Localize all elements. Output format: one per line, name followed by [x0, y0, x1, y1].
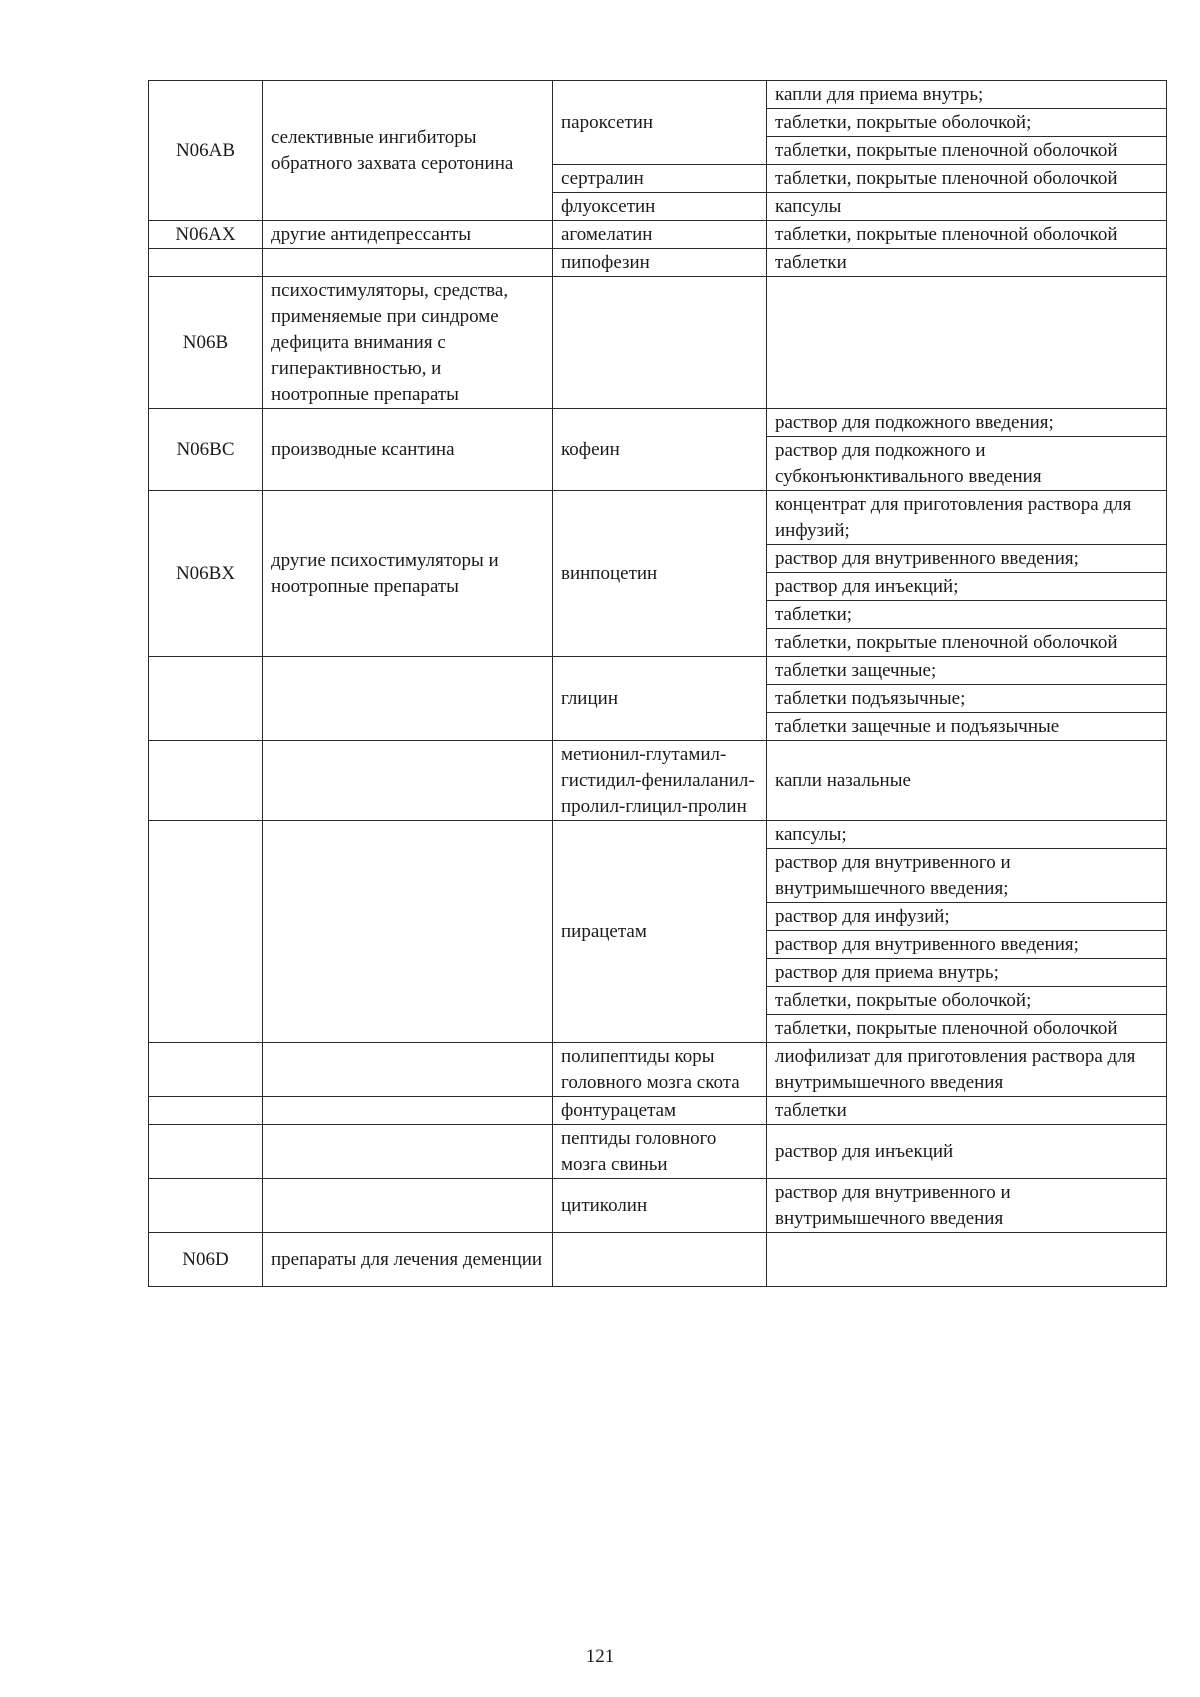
group-cell: селективные ингибиторы обратного захвата серотонина: [263, 81, 553, 221]
dosage-form-cell: концентрат для приготовления раствора для инфузий;: [767, 491, 1167, 545]
group-cell: [263, 1043, 553, 1097]
drug-name-cell: пароксетин: [553, 81, 767, 165]
group-cell: психостимуляторы, средства, применяемые при синдроме дефицита внимания с гиперактивностью, и ноотропные препараты: [263, 277, 553, 409]
table-row: [149, 491, 1167, 545]
atc-code-cell: N06AB: [149, 81, 263, 221]
drug-name-cell: [553, 277, 767, 409]
atc-code-cell: N06D: [149, 1233, 263, 1287]
drug-name-cell: глицин: [553, 657, 767, 741]
table-row: [149, 741, 1167, 821]
dosage-form-cell: капли назальные: [767, 741, 1167, 821]
dosage-form-cell: таблетки;: [767, 601, 1167, 629]
dosage-form-cell: лиофилизат для приготовления раствора для внутримышечного введения: [767, 1043, 1167, 1097]
dosage-form-cell: таблетки: [767, 1097, 1167, 1125]
drug-name-cell: [553, 1233, 767, 1287]
page-number: 121: [585, 1646, 615, 1667]
dosage-form-cell: раствор для инъекций: [767, 1125, 1167, 1179]
table-row: [149, 81, 1167, 109]
drug-name-cell: метионил-глутамил-гистидил-фенилаланил-пролил-глицил-пролин: [553, 741, 767, 821]
group-cell: [263, 657, 553, 741]
drug-table: [148, 80, 1167, 1287]
drug-name-cell: пептиды головного мозга свиньи: [553, 1125, 767, 1179]
dosage-form-cell: таблетки, покрытые пленочной оболочкой: [767, 629, 1167, 657]
atc-code-cell: [149, 249, 263, 277]
table-row: [149, 1125, 1167, 1179]
table-row: [149, 1233, 1167, 1287]
dosage-form-cell: капли для приема внутрь;: [767, 81, 1167, 109]
dosage-form-cell: раствор для внутривенного и внутримышечного введения;: [767, 849, 1167, 903]
atc-code-cell: [149, 741, 263, 821]
dosage-form-cell: таблетки защечные и подъязычные: [767, 713, 1167, 741]
dosage-form-cell: раствор для внутривенного введения;: [767, 545, 1167, 573]
table-row: [149, 249, 1167, 277]
drug-name-cell: флуоксетин: [553, 193, 767, 221]
group-cell: производные ксантина: [263, 409, 553, 491]
group-cell: препараты для лечения деменции: [263, 1233, 553, 1287]
dosage-form-cell: таблетки, покрытые пленочной оболочкой: [767, 137, 1167, 165]
dosage-form-cell: [767, 1233, 1167, 1287]
dosage-form-cell: таблетки: [767, 249, 1167, 277]
drug-name-cell: винпоцетин: [553, 491, 767, 657]
dosage-form-cell: таблетки, покрытые оболочкой;: [767, 987, 1167, 1015]
dosage-form-cell: раствор для подкожного введения;: [767, 409, 1167, 437]
group-cell: [263, 821, 553, 1043]
drug-name-cell: цитиколин: [553, 1179, 767, 1233]
group-cell: другие психостимуляторы и ноотропные препараты: [263, 491, 553, 657]
table-row: [149, 221, 1167, 249]
atc-code-cell: N06AX: [149, 221, 263, 249]
drug-name-cell: кофеин: [553, 409, 767, 491]
table-row: [149, 1043, 1167, 1097]
drug-name-cell: полипептиды коры головного мозга скота: [553, 1043, 767, 1097]
atc-code-cell: N06BX: [149, 491, 263, 657]
dosage-form-cell: капсулы;: [767, 821, 1167, 849]
drug-name-cell: сертралин: [553, 165, 767, 193]
drug-name-cell: агомелатин: [553, 221, 767, 249]
dosage-form-cell: таблетки, покрытые пленочной оболочкой: [767, 165, 1167, 193]
group-cell: [263, 1097, 553, 1125]
table-row: [149, 1097, 1167, 1125]
dosage-form-cell: капсулы: [767, 193, 1167, 221]
dosage-form-cell: раствор для внутривенного и внутримышечного введения: [767, 1179, 1167, 1233]
table-row: [149, 277, 1167, 409]
atc-code-cell: N06B: [149, 277, 263, 409]
dosage-form-cell: таблетки, покрытые пленочной оболочкой: [767, 221, 1167, 249]
dosage-form-cell: раствор для приема внутрь;: [767, 959, 1167, 987]
table-row: [149, 409, 1167, 437]
table-row: [149, 657, 1167, 685]
table-body: [149, 81, 1167, 1287]
group-cell: другие антидепрессанты: [263, 221, 553, 249]
dosage-form-cell: [767, 277, 1167, 409]
atc-code-cell: N06BC: [149, 409, 263, 491]
atc-code-cell: [149, 657, 263, 741]
dosage-form-cell: таблетки, покрытые пленочной оболочкой: [767, 1015, 1167, 1043]
group-cell: [263, 1125, 553, 1179]
table-row: [149, 1179, 1167, 1233]
drug-name-cell: пирацетам: [553, 821, 767, 1043]
atc-code-cell: [149, 1179, 263, 1233]
group-cell: [263, 249, 553, 277]
group-cell: [263, 1179, 553, 1233]
dosage-form-cell: таблетки подъязычные;: [767, 685, 1167, 713]
dosage-form-cell: таблетки защечные;: [767, 657, 1167, 685]
dosage-form-cell: раствор для внутривенного введения;: [767, 931, 1167, 959]
atc-code-cell: [149, 1043, 263, 1097]
drug-name-cell: пипофезин: [553, 249, 767, 277]
dosage-form-cell: раствор для инфузий;: [767, 903, 1167, 931]
atc-code-cell: [149, 1097, 263, 1125]
atc-code-cell: [149, 821, 263, 1043]
group-cell: [263, 741, 553, 821]
dosage-form-cell: раствор для подкожного и субконъюнктивального введения: [767, 437, 1167, 491]
dosage-form-cell: таблетки, покрытые оболочкой;: [767, 109, 1167, 137]
dosage-form-cell: раствор для инъекций;: [767, 573, 1167, 601]
drug-name-cell: фонтурацетам: [553, 1097, 767, 1125]
table-row: [149, 821, 1167, 849]
atc-code-cell: [149, 1125, 263, 1179]
